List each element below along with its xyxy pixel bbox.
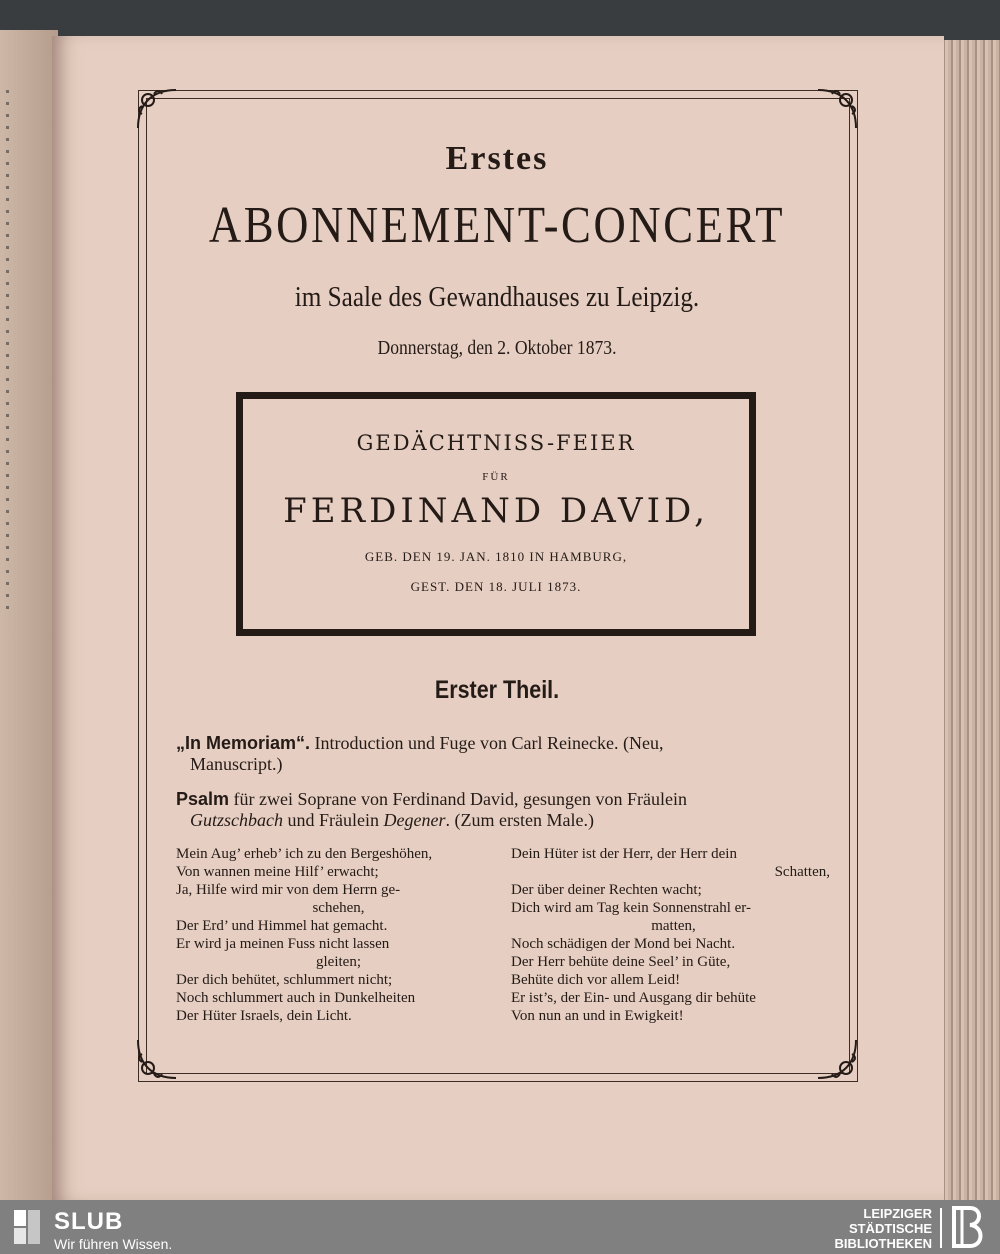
psalm-line: Dein Hüter ist der Herr, der Herr dein (511, 846, 737, 862)
psalm-line: schehen, (312, 900, 365, 916)
singer-name: Gutzschbach (190, 810, 283, 830)
corner-ornament-icon (132, 1034, 182, 1084)
psalm-line: Er ist’s, der Ein- und Ausgang dir behüte (511, 990, 756, 1006)
date-line: Donnerstag, den 2. Oktober 1873. (377, 337, 617, 359)
slub-tagline: Wir führen Wissen. (54, 1236, 173, 1252)
library-name[interactable]: LEIPZIGER STÄDTISCHE BIBLIOTHEKEN (834, 1206, 932, 1251)
psalm-right-column (511, 845, 836, 1025)
memorial-box (236, 392, 756, 636)
program-item-title: Psalm (176, 789, 230, 809)
memorial-born: GEB. DEN 19. JAN. 1810 IN HAMBURG, (364, 549, 628, 564)
memorial-died: GEST. DEN 18. JULI 1873. (410, 579, 582, 594)
slub-brand[interactable]: SLUB (54, 1208, 124, 1235)
psalm-line: Mein Aug’ erheb’ ich zu den Bergeshöhen, (176, 846, 433, 862)
psalm-line: Von wannen meine Hilf’ erwacht; (176, 864, 379, 880)
psalm-line: gleiten; (316, 954, 361, 970)
memorial-name: FERDINAND DAVID, (283, 491, 709, 531)
psalm-line: Dich wird am Tag kein Sonnenstrahl er- (511, 900, 751, 916)
psalm-line: matten, (651, 918, 696, 934)
psalm-line: Der über deiner Rechten wacht; (511, 882, 702, 898)
psalm-line: Noch schädigen der Mond bei Nacht. (511, 936, 736, 952)
psalm-line: Der Hüter Israels, dein Licht. (176, 1008, 352, 1024)
psalm-line: Er wird ja meinen Fuss nicht lassen (176, 936, 390, 952)
program-item-text: Introduction und Fuge von Carl Reinecke. (Neu, (314, 733, 664, 753)
corner-ornament-icon (812, 1034, 862, 1084)
header-erstes: Erstes (445, 140, 549, 177)
psalm-line: Von nun an und in Ewigkeit! (511, 1008, 684, 1024)
psalm-line: Schatten, (774, 864, 830, 880)
program-item-text: für zwei Soprane von Ferdinand David, gesungen von Fräulein (233, 789, 687, 809)
program-item-cont: Manuscript.) (190, 754, 283, 774)
slub-logo-icon[interactable] (14, 1210, 40, 1244)
program-item (176, 733, 828, 775)
footer-bar (0, 1200, 1000, 1254)
corner-ornament-icon (812, 84, 862, 134)
memorial-heading: GEDÄCHTNISS-FEIER (356, 431, 636, 455)
psalm-line: Ja, Hilfe wird mir von dem Herrn ge- (176, 882, 401, 898)
memorial-fuer: FÜR (482, 471, 510, 483)
psalm-line: Der Herr behüte deine Seel’ in Güte, (511, 954, 731, 970)
singer-name: Degener (383, 810, 446, 830)
psalm-line: Der Erd’ und Himmel hat gemacht. (176, 918, 388, 934)
footer-divider (940, 1208, 942, 1248)
psalm-line: Der dich behütet, schlummert nicht; (176, 972, 393, 988)
program-item: Psalm für zwei Soprane von Ferdinand David, gesungen von Fräulein Gutzschbach und Fräulein Degener. (Zum ersten Male.) (176, 789, 687, 830)
library-logo-icon[interactable] (948, 1204, 992, 1250)
psalm-line: Noch schlummert auch in Dunkelheiten (176, 990, 416, 1006)
corner-ornament-icon (132, 84, 182, 134)
left-page-edge (0, 30, 58, 1200)
concert-title: ABONNEMENT-CONCERT (208, 197, 786, 254)
program-item-title: „In Memoriam“. (176, 733, 311, 753)
psalm-left-column (176, 845, 501, 1025)
venue-line: im Saale des Gewandhauses zu Leipzig. (294, 282, 700, 313)
page-stack-edges (940, 40, 1000, 1200)
part-heading: Erster Theil. (434, 676, 560, 704)
psalm-line: Behüte dich vor allem Leid! (511, 972, 681, 988)
